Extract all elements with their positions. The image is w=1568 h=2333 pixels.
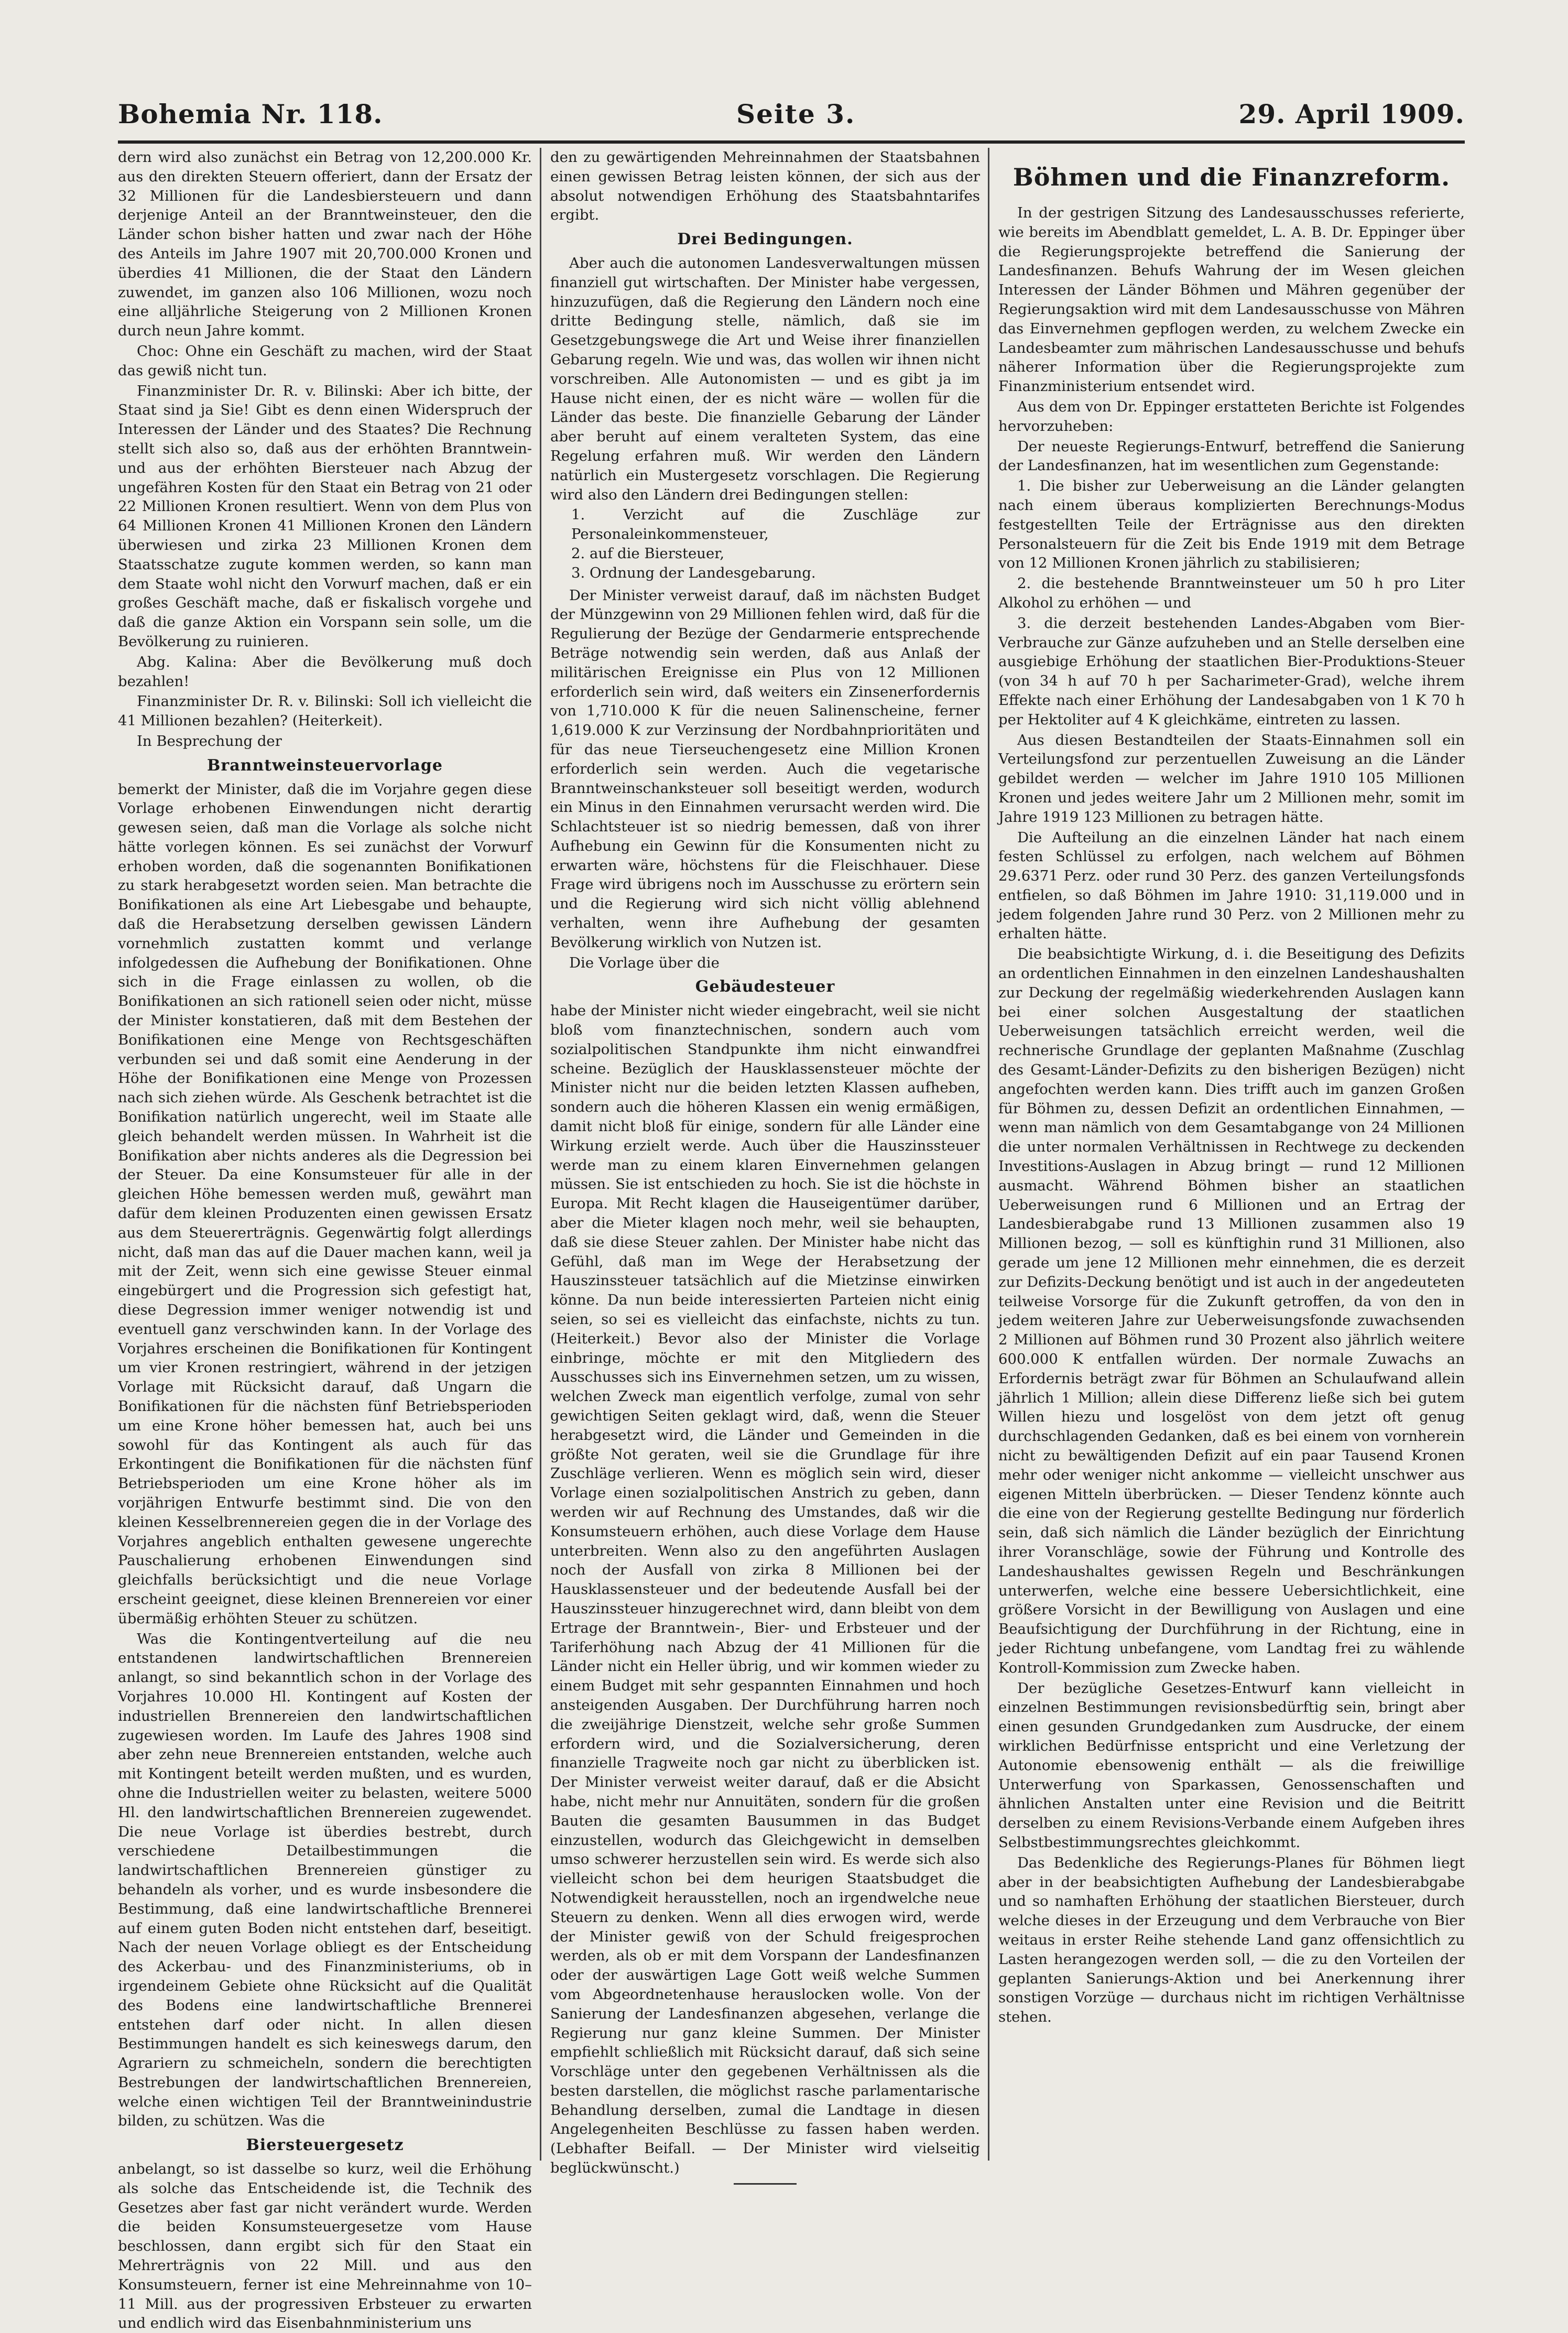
issue-date: 29. April 1909. [1238,99,1465,129]
list-item: 2. auf die Biersteuer, [571,545,725,562]
column-divider [540,148,541,2161]
section-heading: Drei Bedingungen. [677,230,853,249]
column-2 [550,148,980,2177]
paragraph: bemerkt der Minister, daß die im Vorjahre gegen diese Vorlage erhobenen Einwendungen nicht derartig gewesen seien, daß man die Vorlage als solche nicht hätte vorlegen können. Es sei zunächst der Vorwurf erhoben worden, daß die sogenannten Bonifikationen zu stark herabgesetzt worden seien. Man betrachte die Bonifikationen als eine Art Liebesgabe und behaupte, daß die Herabsetzung derselben gewissen Ländern vornehmlich zustatten kommt und verlange infolgedessen die Aufhebung der Bonifikationen. Ohne sich in die Frage einlassen zu wollen, ob die Bonifikationen an sich rationell seien oder nicht, müsse der Minister konstatieren, daß mit dem Bestehen der Bonifikationen eine Menge von Rechtsgeschäften verbunden sei und daß somit eine Aenderung in der Höhe der Bonifikationen eine Menge von Prozessen nach sich ziehen würde. Als Geschenk betrachtet ist die Bonifikation natürlich ungerecht, weil im Staate alle gleich behandelt werden müssen. In Wahrheit ist die Bonifikation aber nichts anderes als die Degression bei der Steuer. Da eine Konsumsteuer für alle in der gleichen Höhe bemessen werden muß, gewährt man dafür dem kleinen Produzenten einen gewissen Ersatz aus dem Steuererträgnis. Gegenwärtig folgt allerdings nicht, daß man das auf die Dauer machen kann, weil ja mit der Zeit, wenn sich eine gewisse Steuer einmal eingebürgert und die Progression sich gefestigt hat, diese Degression immer weniger notwendig ist und eventuell ganz verschwinden kann. In der Vorlage des Vorjahres erscheinen die Bonifikationen für Kontingent um vier Kronen restringiert, während in der jetzigen Vorlage mit Rücksicht darauf, daß Ungarn die Bonifikationen für die nächsten fünf Betriebsperioden um eine Krone höher bemessen hat, auch bei uns sowohl für das Kontingent als auch für das Erkontingent die Bonifikationen für die nächsten fünf Betriebsperioden um eine Krone höher als im vorjährigen Entwurfe bestimmt sind. Die von den kleinen Kesselbrennereien gegen die in der Vorlage des Vorjahres angeblich enthalten gewesene ungerechte Pauschalierung erhobenen Einwendungen sind gleichfalls berücksichtigt und die neue Vorlage erscheint geeignet, diese kleinen Brennereien vor einer übermäßig erhöhten Steuer zu schützen. [118,780,532,1627]
newspaper-issue: Bohemia Nr. 118. [118,99,383,129]
article-headline: Böhmen und die Finanzreform. [1012,163,1451,191]
paragraph: Aber auch die autonomen Landesverwaltungen müssen finanziell gut wirtschaften. Der Minister habe vergessen, hinzuzufügen, daß die Regierung den Ländern noch eine dritte Bedingung stelle, nämlich, daß sie im Gesetzgebungswege die Art und Weise ihrer finanziellen Gebarung regeln. Wie und was, das wollen wir ihnen nicht vorschreiben. Alle Autonomisten — und es gibt ja im Hause nicht einen, der es nicht wäre — wollen für die Länder das beste. Die finanzielle Gebarung der Länder aber beruht auf einem veralteten System, das eine Regelung erfahren muß. Wir werden den Ländern natürlich ein Mustergesetz vorschlagen. Die Regierung wird also den Ländern drei Bedingungen stellen: [550,254,980,503]
paragraph: habe der Minister nicht wieder eingebracht, weil sie nicht bloß vom finanztechnischen, sondern auch vom sozialpolitischen Standpunkte ihm nicht einwandfrei scheine. Bezüglich der Hausklassensteuer möchte der Minister nicht nur die beiden letzten Klassen aufheben, sondern auch die höheren Klassen ein wenig ermäßigen, damit nicht bloß für einige, sondern für alle Länder eine Wirkung erzielt werde. Auch über die Hauszinssteuer werde man zu einem klaren Einvernehmen gelangen müssen. Sie ist entschieden zu hoch. Sie ist die höchste in Europa. Mit Recht klagen die Hauseigentümer darüber, aber die Mieter klagen noch mehr, weil sie behaupten, daß sie diese Steuer zahlen. Der Minister habe nicht das Gefühl, daß man im Wege der Herabsetzung der Hauszinssteuer tatsächlich auf die Mietzinse einwirken könne. Da nun beide interessierten Parteien nicht einig seien, so sei es vielleicht das einfachste, nichts zu tun. (Heiterkeit.) Bevor also der Minister die Vorlage einbringe, möchte er mit den Mitgliedern des Ausschusses sich ins Einvernehmen setzen, um zu wissen, welchen Zweck man eigentlich verfolge, zumal von sehr gewichtigen Seiten geklagt wird, daß, wenn die Steuer herabgesetzt wird, die Länder und Gemeinden in die größte Not geraten, weil sie die Grundlage für ihre Zuschläge verlieren. Wenn es möglich sein wird, dieser Vorlage einen sozialpolitischen Anstrich zu geben, dann werden wir auf Rechnung des Umstandes, daß wir die Konsumsteuern erhöhen, auch diese Vorlage dem Hause unterbreiten. Wenn also zu den angeführten Auslagen noch der Ausfall von zirka 8 Millionen bei der Hausklassensteuer und der bedeutende Ausfall bei der Hauszinssteuer hinzugerechnet wird, dann bleibt von dem Ertrage der Branntwein-, Bier- und Erbsteuer und der Tariferhöhung nach Abzug der 41 Millionen für die Länder nicht ein Heller übrig, und wir kommen wieder zu einem Budget mit sehr gespannten Einnahmen und hoch ansteigenden Ausgaben. Der Durchführung harren noch die zweijährige Dienstzeit, welche sehr große Summen erfordern wird, und die Sozialversicherung, deren finanzielle Tragweite noch gar nicht zu überblicken ist. Der Minister verweist weiter darauf, daß er die Absicht habe, nicht mehr nur Annuitäten, sondern für die großen Bauten die gesamten Bausummen in das Budget einzustellen, wodurch das Gleichgewicht in demselben umso schwerer herzustellen sein wird. Es werde sich also vielleicht schon bei dem heurigen Staatsbudget die Notwendigkeit herausstellen, noch an irgendwelche neue Steuern zu denken. Wenn all dies erwogen wird, werde der Minister gewiß von der Schuld freigesprochen werden, als ob er mit dem Vorspann der Landesfinanzen oder der auswärtigen Lage Gott weiß welche Summen vom Abgeordnetenhause herauslocken wolle. Von der Sanierung der Landesfinanzen abgesehen, verlange die Regierung nur ganz kleine Summen. Der Minister empfiehlt schließlich mit Rücksicht darauf, daß sich seine Vorschläge unter den gegebenen Verhältnissen als die besten darstellen, die möglichst rasche parlamentarische Behandlung derselben, zumal die Landtage in diesen Angelegenheiten Beschlüsse zu fassen haben werden. (Lebhafter Beifall. — Der Minister wird vielseitig beglückwünscht.) [550,1002,980,2177]
paragraph: Der bezügliche Gesetzes-Entwurf kann vielleicht in einzelnen Bestimmungen revisionsbedürftig sein, bringt aber einen gesunden Grundgedanken zum Ausdrucke, der einem wirklichen Bedürfnisse entspricht und eine Verletzung der Autonomie ebensowenig enthält — als die freiwillige Unterwerfung von Sparkassen, Genossenschaften und ähnlichen Anstalten unter eine Revision und die Beitritt derselben zu einem Revisions-Verbande einem Aufgeben ihres Selbstbestimmungsrechtes gleichkommt. [998,1679,1465,1851]
paragraph: In Besprechung der [137,732,282,750]
list-item: 1. Verzicht auf die Zuschläge zur Personaleinkommensteuer, [571,506,980,543]
masthead [118,93,1465,140]
paragraph: anbelangt, so ist dasselbe so kurz, weil die Erhöhung als solche das Entscheidende ist, die Technik des Gesetzes aber fast gar nicht verändert wurde. Werden die beiden Konsumsteuergesetze vom Hause beschlossen, dann ergibt sich für den Staat ein Mehrerträgnis von 22 Mill. und aus den Konsumsteuern, ferner ist eine Mehreinnahme von 10–11 Mill. aus der progressiven Erbsteuer zu erwarten und endlich wird das Eisenbahnministerium uns [118,2161,532,2332]
paragraph: 3. die derzeit bestehenden Landes-Abgaben vom Bier-Verbrauche zur Gänze aufzuheben und an Stelle derselben eine ausgiebige Erhöhung der staatlichen Bier-Produktions-Steuer (von 34 h auf 70 h per Sacharimeter-Grad), welche ihrem Effekte nach einer Erhöhung der Landesabgaben von 1 K 70 h per Hektoliter auf 4 K gleichkäme, eintreten zu lassen. [998,614,1465,728]
paragraph: 2. die bestehende Branntweinsteuer um 50 h pro Liter Alkohol zu erhöhen — und [998,575,1465,611]
column-divider [988,148,989,2161]
paragraph: Choc: Ohne ein Geschäft zu machen, wird der Staat das gewiß nicht tun. [118,342,532,379]
paragraph: Abg. Kalina: Aber die Bevölkerung muß doch bezahlen! [118,653,532,690]
list-item: 3. Ordnung der Landesgebarung. [571,564,816,581]
masthead-rule [118,140,1465,144]
paragraph: Die Aufteilung an die einzelnen Länder hat nach einem festen Schlüssel zu erfolgen, nach welchem auf Böhmen 29.6371 Perz. oder rund 30 Perz. des ganzen Verteilungsfonds entfielen, so daß Böhmen im Jahre 1910: 31,119.000 und in jedem folgenden Jahre rund 30 Perz. von 2 Millionen mehr zu erhalten hätte. [998,829,1465,942]
page-number: Seite 3. [736,99,856,129]
end-rule [734,2183,797,2185]
section-heading: Biersteuergesetz [246,2136,404,2155]
paragraph: Der Minister verweist darauf, daß im nächsten Budget der Münzgewinn von 29 Millionen fehlen wird, daß für die Regulierung der Bezüge der Gendarmerie entsprechende Beträge notwendig sein werden, daß aus Anlaß der militärischen Ereignisse ein Plus von 12 Millionen erforderlich sein wird, daß weiters ein Zinsenerfordernis von 1,710.000 K für die neuen Salinenscheine, ferner 1,619.000 K zur Verzinsung der Nordbahnprioritäten und für das neue Tierseuchengesetz eine Million Kronen erforderlich sein werden. Auch die vegetarische Branntweinschanksteuer soll beseitigt werden, wodurch ein Minus in den Einnahmen verursacht werden wird. Die Schlachtsteuer ist so niedrig bemessen, daß von ihrer Aufhebung ein Gewinn für die Konsumenten nicht zu erwarten wäre, höchstens für die Fleischhauer. Diese Frage wird übrigens noch im Ausschusse zu erörtern sein und die Regierung wird sich nicht völlig ablehnend verhalten, wenn ihre Aufhebung der gesamten Bevölkerung wirklich von Nutzen ist. [550,587,980,951]
paragraph: Finanzminister Dr. R. v. Bilinski: Soll ich vielleicht die 41 Millionen bezahlen? (Heiterkeit). [118,693,532,730]
paragraph: Das Bedenkliche des Regierungs-Planes für Böhmen liegt aber in der beabsichtigten Aufhebung der Landesbierabgabe und so namhaften Erhöhung der staatlichen Biersteuer, durch welche dieses in der Erzeugung und dem Verbrauche von Bier weitaus in erster Reihe stehende Land ganz offensichtlich zu Lasten herangezogen werden soll, — die zu den Vorteilen der geplanten Sanierungs-Aktion und bei Anerkennung ihrer sonstigen Vorzüge — durchaus nicht im richtigen Verhältnisse stehen. [998,1854,1465,2026]
paragraph: Finanzminister Dr. R. v. Bilinski: Aber ich bitte, der Staat sind ja Sie! Gibt es denn einen Widerspruch der Interessen der Länder und des Staates? Die Rechnung stellt sich also so, daß aus der erhöhten Branntwein- und aus der erhöhten Biersteuer nach Abzug der ungefähren Kosten für den Staat ein Betrag von 21 oder 22 Millionen Kronen resultiert. Wenn von dem Plus von 64 Millionen Kronen 41 Millionen Kronen den Ländern überwiesen und zirka 23 Millionen Kronen dem Staatsschatze zugute kommen werden, so kann man dem Staate wohl nicht den Vorwurf machen, daß er ein großes Geschäft mache, daß er fiskalisch vorgehe und daß die ganze Aktion ein Vorspann sein solle, um die Bevölkerung zu ruinieren. [118,382,532,650]
paragraph: Der neueste Regierungs-Entwurf, betreffend die Sanierung der Landesfinanzen, hat im wesentlichen zum Gegenstande: [998,438,1465,474]
paragraph: In der gestrigen Sitzung des Landesausschusses referierte, wie bereits im Abendblatt gemeldet, L. A. B. Dr. Eppinger über die Regierungsprojekte betreffend die Sanierung der Landesfinanzen. Behufs Wahrung der im Wesen gleichen Interessen der Länder Böhmen und Mähren gegenüber der Regierungsaktion wird mit dem Landesausschusse von Mähren das Einvernehmen gepflogen werden, zu welchem Zwecke ein Landesbeamter zum mährischen Landesausschusse und behufs näherer Information über die Regierungsprojekte zum Finanzministerium entsendet wird. [998,204,1465,395]
paragraph: Aus diesen Bestandteilen der Staats-Einnahmen soll ein Verteilungsfond zur perzentuellen Zuweisung an die Länder gebildet werden — welcher im Jahre 1910 105 Millionen Kronen und jedes weitere Jahr um 2 Millionen mehr, somit im Jahre 1919 123 Millionen zu betragen hätte. [998,731,1465,826]
section-heading: Branntweinsteuervorlage [207,756,443,775]
paragraph: 1. Die bisher zur Ueberweisung an die Länder gelangten nach einem überaus komplizierten Berechnungs-Modus festgestellten Teile der Erträgnisse aus den direkten Personalsteuern für die Zeit bis Ende 1919 mit dem Betrage von 12 Millionen Kronen jährlich zu stabilisieren; [998,478,1465,572]
column-1 [118,148,532,2332]
paragraph: Die Vorlage über die [569,954,720,971]
conditions-list [571,505,980,582]
column-3 [998,148,1465,2161]
paragraph: Aus dem von Dr. Eppinger erstatteten Berichte ist Folgendes hervorzuheben: [998,398,1465,435]
section-heading: Gebäudesteuer [695,978,835,996]
paragraph: den zu gewärtigenden Mehreinnahmen der Staatsbahnen einen gewissen Betrag leisten können, der sich aus der absolut notwendigen Erhöhung des Staatsbahntarifes ergibt. [550,149,980,224]
paragraph: Was die Kontingentverteilung auf die neu entstandenen landwirtschaftlichen Brennereien anlangt, so sind bekanntlich schon in der Vorlage des Vorjahres 10.000 Hl. Kontingent auf Kosten der industriellen Brennereien den landwirtschaftlichen zugewiesen worden. Im Laufe des Jahres 1908 sind aber zehn neue Brennereien entstanden, welche auch mit Kontingent beteilt werden mußten, und es wurden, ohne die Industriellen weiter zu belasten, weitere 5000 Hl. den landwirtschaftlichen Brennereien zugewendet. Die neue Vorlage ist überdies bestrebt, durch verschiedene Detailbestimmungen die landwirtschaftlichen Brennereien günstiger zu behandeln als vorher, und es wurde insbesondere die Bestimmung, daß eine landwirtschaftliche Brennerei auf einem guten Boden nicht entstehen darf, beseitigt. Nach der neuen Vorlage obliegt es der Entscheidung des Ackerbau- und des Finanzministeriums, ob in irgendeinem Gebiete ohne Rücksicht auf die Qualität des Bodens eine landwirtschaftliche Brennerei entstehen darf oder nicht. In allen diesen Bestimmungen handelt es sich keineswegs darum, den Agrariern zu schmeicheln, sondern die berechtigten Bestrebungen der landwirtschaftlichen Brennereien, welche einen wichtigen Teil der Branntweinindustrie bilden, zu schützen. Was die [118,1630,532,2130]
paragraph: dern wird also zunächst ein Betrag von 12,200.000 Kr. aus den direkten Steuern offeriert, dann der Ersatz der 32 Millionen für die Landesbiersteuern und dann derjenige Anteil an der Branntweinsteuer, den die Länder schon bisher hatten und zwar nach der Höhe des Anteils im Jahre 1907 mit 20,700.000 Kronen und überdies 41 Millionen, die der Staat den Ländern zuwendet, im ganzen also 106 Millionen, wozu noch eine alljährliche Steigerung von 2 Millionen Kronen durch neun Jahre kommt. [118,149,532,340]
paragraph: Die beabsichtigte Wirkung, d. i. die Beseitigung des Defizits an ordentlichen Einnahmen in den einzelnen Landeshaushalten zur Deckung der regelmäßig wiederkehrenden Auslagen kann bei einer solchen Ausgestaltung der staatlichen Ueberweisungen tatsächlich erreicht werden, weil die rechnerische Grundlage der geplanten Maßnahme (Zuschlag des Gesamt-Länder-Defizits zu den bisherigen Bezügen) nicht angefochten werden kann. Dies trifft auch im ganzen Großen für Böhmen zu, dessen Defizit an ordentlichen Einnahmen, — wenn man nämlich von dem Gesamtabgange von 24 Millionen die unter normalen Verhältnissen in Rechtwege zu deckenden Investitions-Auslagen in Abzug bringt — rund 12 Millionen ausmacht. Während Böhmen bisher an staatlichen Ueberweisungen rund 6 Millionen und an Ertrag der Landesbierabgabe rund 13 Millionen zusammen also 19 Millionen bezog, — soll es künftighin rund 31 Millionen, also gerade um jene 12 Millionen mehr einnehmen, die es derzeit zur Defizits-Deckung benötigt und ist auch in der angedeuteten teilweise Vorsorge für die Zukunft getroffen, da von den in jedem weiteren Jahre zur Ueberweisungsfonde zuwachsenden 2 Millionen auf Böhmen rund 30 Prozent also jährlich weitere 600.000 K entfallen würden. Der normale Zuwachs an Erfordernis beträgt zwar für Böhmen an Schulaufwand allein jährlich 1 Million; allein diese Differenz ließe sich bei gutem Willen hiezu und losgelöst von dem jetzt oft genug durchschlagenden Gedanken, daß es bei einem von vornherein nicht zu bewältigenden Defizit auf ein paar Tausend Kronen mehr oder weniger nicht ankomme — vielleicht unschwer aus eigenen Mitteln überbrücken. — Dieser Tendenz könnte auch die eine von der Regierung gestellte Bedingung nur förderlich sein, daß sich nämlich die Länder bezüglich der Einrichtung ihrer Voranschläge, sowie der Führung und Kontrolle des Landeshaushaltes gewissen Regeln und Beschränkungen unterwerfen, welche eine bessere Uebersichtlichkeit, eine größere Vorsicht in der Bewilligung von Auslagen und eine Beaufsichtigung der Durchführung in der Richtung, eine in jeder Richtung unbefangene, vom Landtag frei zu wählende Kontroll-Kommission zum Zwecke haben. [998,946,1465,1676]
